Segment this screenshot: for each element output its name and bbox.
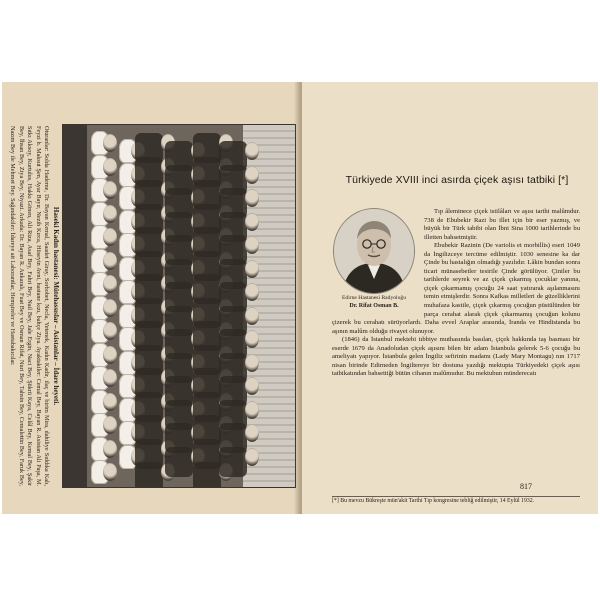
photo-person-face bbox=[245, 424, 259, 442]
footnote: [*] Bu mevzu Bükreşte mün'akit Tarihi Tıp kongresine tebliğ edilmiştir, 14 Eylül 1932. bbox=[332, 496, 580, 505]
photo-person-face bbox=[245, 213, 259, 231]
paragraph-1: Tıp âleminece çiçek istilâları ve aşısı tarihi malûmdur. 738 de Ebubekir Razi bu illet için bir eser yazmış, ve büyük bir Türk tabibi olan İbni Sina 1000 tarihlerinde bu illetten bahsetmiştir. bbox=[424, 208, 580, 241]
photo-person-face bbox=[103, 416, 117, 434]
photo-person-face bbox=[103, 440, 117, 458]
photo-person-face bbox=[103, 275, 117, 293]
left-page bbox=[2, 82, 300, 514]
photo-caption-title: Haseki Kadın hastanesi: Mütehassıslar – Asistanlar – İdare heyeti. bbox=[52, 206, 60, 406]
author-portrait bbox=[333, 208, 415, 294]
page-number: 817 bbox=[520, 482, 532, 491]
photo-person-face bbox=[103, 205, 117, 223]
photo-person-face bbox=[103, 299, 117, 317]
photo-person-face bbox=[103, 369, 117, 387]
right-page bbox=[302, 82, 598, 514]
photo-person-face bbox=[245, 330, 259, 348]
photo-caption bbox=[6, 126, 60, 486]
paragraph-3: (1846) da İstanbul mektebi tıbbiye muthasında basılan, çiçek hakkında taş basması bir eserde 1679 da Anadoludan çiçek aşısını bilen bir adam İstanbula gelerek 5-6 çocuğu bu ameliyatı yapıyor. İstanbula gelen İngiliz sefirinin madamı (Lady Mary Montagu) nın 1717 nisan birinde Edirneden İngiltereye bir dostuna yazdığı mektupta Türkiyedeki çiçek aşısı tatbikatından bahsettiği bütün cihanın malûmudur. Bu mektubun münderecatı bbox=[332, 336, 580, 378]
photo-person-face bbox=[103, 228, 117, 246]
photo-person-face bbox=[245, 283, 259, 301]
photo-person-face bbox=[245, 260, 259, 278]
photo-caption-body: Oturanlar: Solda Hademe, Dr. Bayan Kemal, Saadet Giray, Sorbobet, Necla, Yetenek, Kadın Kadir, ilaç ve birim Mira, dahiliye Sıddıka Kalı, Feyzi h. Maksut Şen, Ayar Bayır, Nezih Kırca, Hüseyin Avni, hastane kızı, bahçe Ziya. Ayaktakiler: Cemal Bey, Bayan R. Asistan Ali Paşa, M. Sıtkı Aksoy, Kurtulus, Hakkı Gönen, Ali Riza, Asaf Bey, Fahri Bey, Nail Bey, Jale Ergin, Naci Bey, Şükrü Kaya, Celâl Bey, Kemal Bey, Şakir Bey, İhsan Bey, Ziya Bey, Niyazi. Arkada: Dr. Bayan R. Ankaralı, Fuat Bey ve Osman Rifat, Nuri Bey, Tahsin Bey, Cemalettin Bey, Faruk Bey, Nazım Bey ile Mehmet Bey. Sağındakiler: İdareye ait Laborantlar, Hemşireler ve Hastabakıcılar. bbox=[9, 126, 51, 486]
portrait-caption-name: Dr. Rifat Osman B. bbox=[349, 303, 399, 309]
photo-person-face bbox=[103, 158, 117, 176]
photo-coat-figure bbox=[193, 462, 221, 488]
portrait-caption bbox=[322, 294, 426, 310]
photo-coat-figure bbox=[219, 447, 247, 477]
photo-person-face bbox=[103, 463, 117, 481]
photo-person-face bbox=[103, 134, 117, 152]
photo-person-face bbox=[103, 393, 117, 411]
article-title: Türkiyede XVIII inci asırda çiçek aşısı tatbiki [*] bbox=[345, 174, 569, 186]
group-photo bbox=[62, 124, 296, 488]
photo-person-face bbox=[245, 448, 259, 466]
photo-person-face bbox=[103, 252, 117, 270]
photo-person-face bbox=[245, 377, 259, 395]
photo-person-face bbox=[103, 322, 117, 340]
photo-person-face bbox=[103, 346, 117, 364]
photo-floor bbox=[63, 125, 87, 487]
portrait-image bbox=[334, 209, 414, 293]
photo-person-face bbox=[245, 166, 259, 184]
photo-person-face bbox=[245, 142, 259, 160]
photo-person-face bbox=[245, 401, 259, 419]
photo-person-face bbox=[103, 181, 117, 199]
book-spread bbox=[2, 82, 598, 514]
photo-person-face bbox=[245, 307, 259, 325]
photo-person-face bbox=[245, 354, 259, 372]
paragraph-2: Ebubekir Razinin (De variolis et morbillis) eseri 1049 da İngilizceye tercüme edilmiştir. 1030 senesine ka dar Çinde bu hastalığın olmadığı yazılıdır. Lâkin bundan sonra ticari münasebetler tesirile Çinde görülüyor. Çiniler bu tarihlerde seyrek ve az çiçek çıkarmış çocuklar yanına, çiçek çıkarmamış çocuğu 24 saat yatırarak aşılanmasını temin etmişlerdir. Sonra Kafkas milletleri de güzelliklerini muhafaza kastile, çiçek çıkarmış çocuğun püstülünden bir parça cerahat alarak çiçek çıkarmamış çocuğun kolunu çizerek bu cerahatı sürüyorlardı. Daha evvel Araplar arasında, İranda ve Hindistanda bu aşının malûm olduğu rivayet olunuyor. bbox=[332, 242, 580, 335]
photo-coat-figure bbox=[135, 462, 163, 488]
photo-coat-figure bbox=[165, 447, 193, 477]
photo-person-face bbox=[245, 236, 259, 254]
portrait-caption-role: Edirne Hastanesi Radyoloğu bbox=[341, 295, 406, 301]
photo-person-face bbox=[245, 189, 259, 207]
